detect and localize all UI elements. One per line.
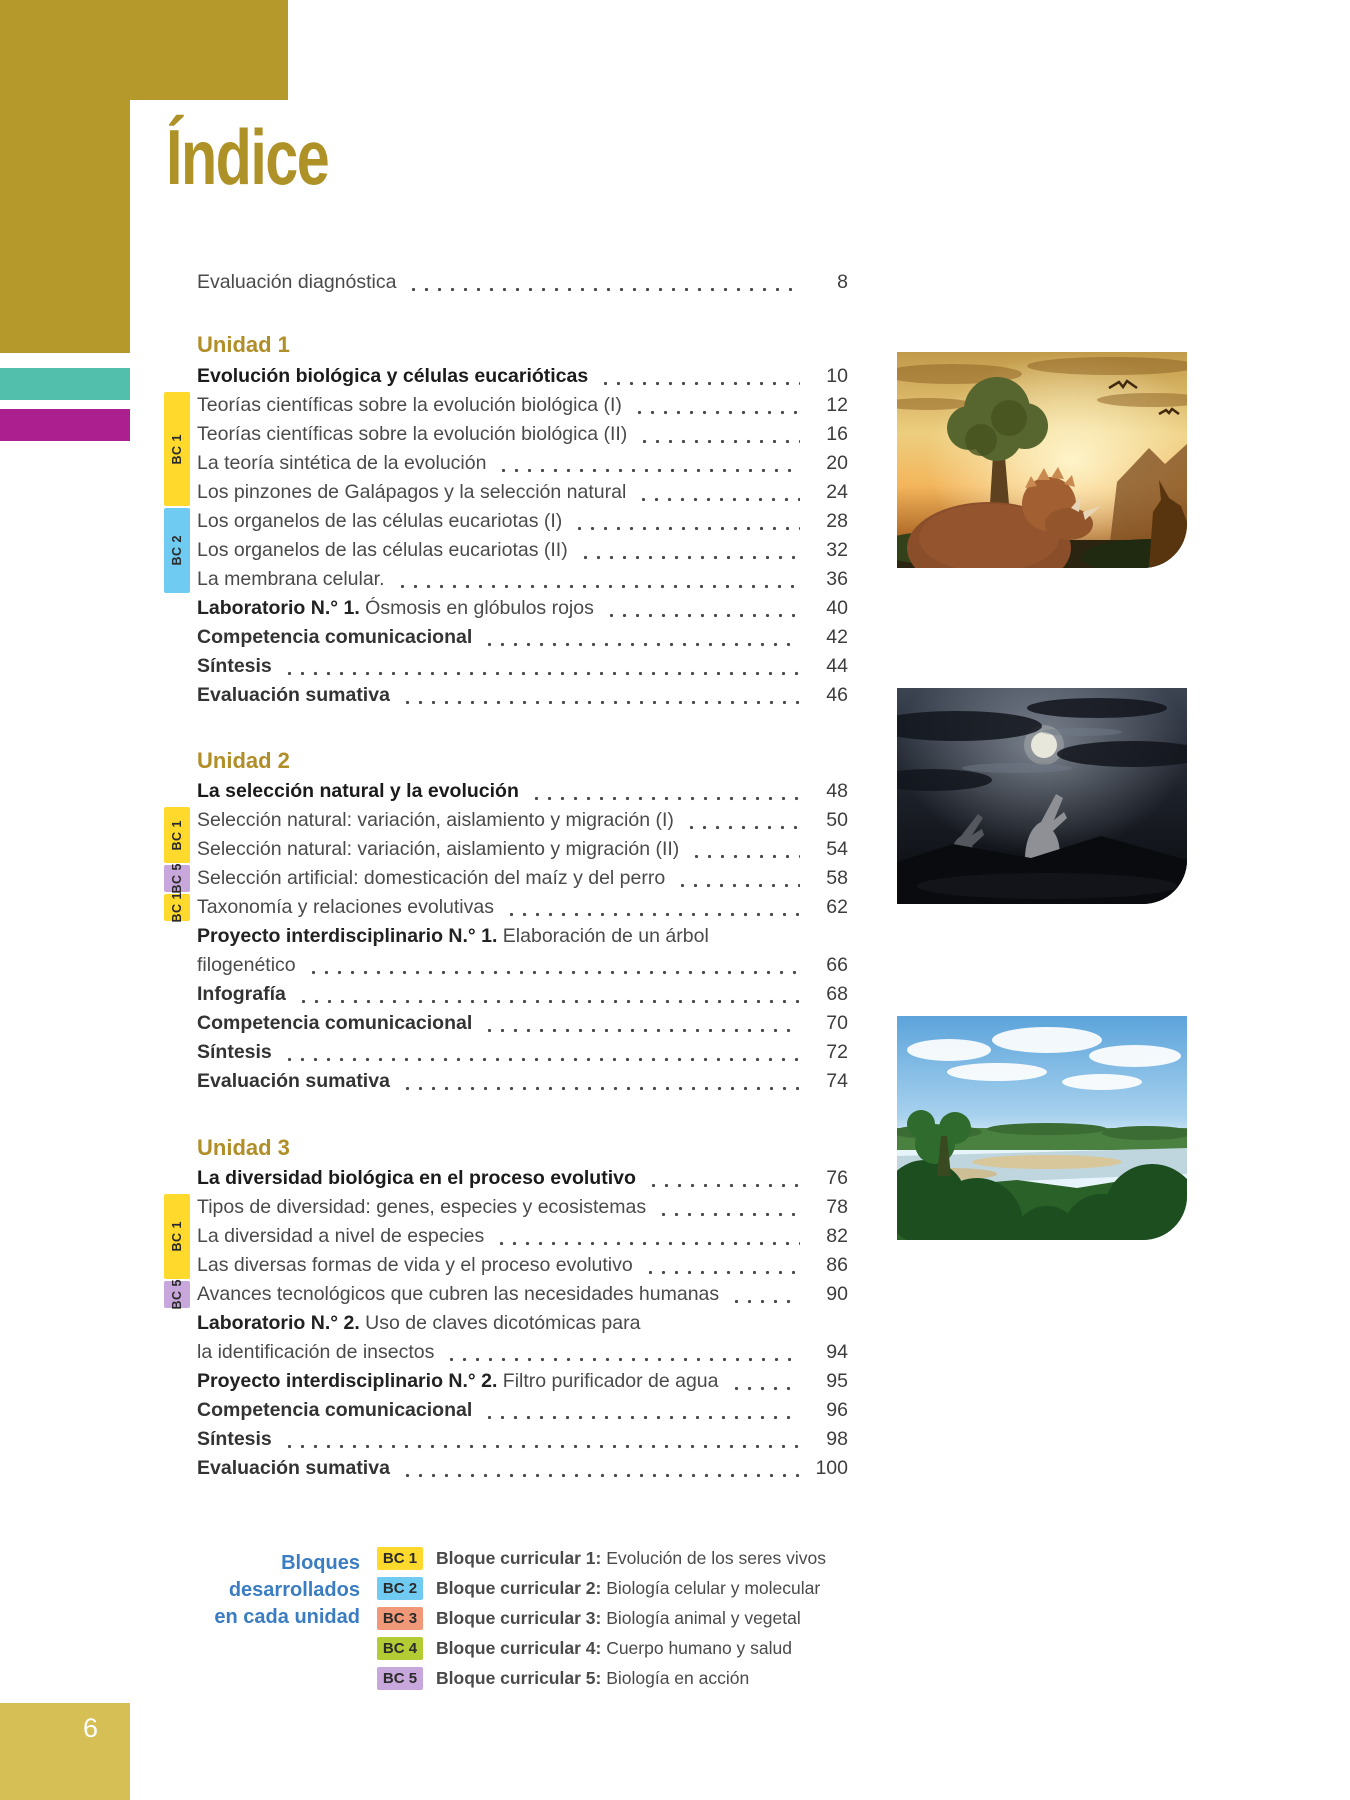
legend-caption: [185, 1550, 360, 1631]
dotted-leader: [303, 951, 800, 980]
toc-row: [197, 1367, 848, 1396]
toc-row-label: Proyecto interdisciplinario N.° 1. Elaboración de un árbol: [197, 925, 709, 947]
legend-item-bold: Bloque curricular 3:: [436, 1607, 607, 1628]
toc-row: [197, 1309, 848, 1338]
gold-side-bar: [0, 0, 130, 353]
toc-page-number: 12: [826, 394, 848, 416]
legend-caption-line1: Bloques desarrollados: [228, 1552, 360, 1601]
toc-row: [197, 362, 848, 391]
legend-item: [377, 1603, 826, 1633]
legend-item-bold: Bloque curricular 4:: [436, 1637, 607, 1658]
toc-row: [197, 951, 848, 980]
toc-row-label: Síntesis: [197, 655, 272, 677]
dotted-leader: [672, 864, 800, 893]
toc-row-label: Teorías científicas sobre la evolución biológica (I): [197, 394, 622, 416]
toc-row: [197, 806, 848, 835]
toc-page-number: 16: [826, 423, 848, 445]
toc-page-number: 44: [826, 655, 848, 677]
toc-row-label: La diversidad biológica en el proceso evolutivo: [197, 1167, 636, 1189]
toc-row-label: Síntesis: [197, 1428, 272, 1450]
toc-row: [197, 391, 848, 420]
toc-row: [197, 268, 848, 297]
legend-chip-bc2: BC 2: [377, 1577, 423, 1600]
toc-row-label: filogenético: [197, 954, 296, 976]
toc-row-label: Tipos de diversidad: genes, especies y ecosistemas: [197, 1196, 647, 1218]
toc-page-number: 66: [826, 954, 848, 976]
toc-page-number: 95: [826, 1370, 848, 1392]
legend-chip-bc5: BC 5: [377, 1667, 423, 1690]
bc-tab-label: BC 5: [170, 863, 184, 894]
dotted-leader: [569, 507, 800, 536]
legend-item: [377, 1663, 826, 1693]
toc-row: [197, 652, 848, 681]
toc-page-number: 48: [826, 780, 848, 802]
dotted-leader: [279, 1038, 800, 1067]
toc-page-number: 72: [826, 1041, 848, 1063]
diagnostic-row: [197, 268, 848, 297]
toc-page-number: 94: [826, 1341, 848, 1363]
toc-page-number: 54: [826, 838, 848, 860]
toc-row-label: La selección natural y la evolución: [197, 780, 519, 802]
bc-tab-label: BC 1: [170, 819, 184, 851]
dotted-leader: [575, 536, 800, 565]
toc-page-number: 20: [826, 452, 848, 474]
toc-row-prefix: Laboratorio N.° 1.: [197, 597, 366, 619]
bc-tab-label: BC 1: [170, 892, 184, 923]
toc-row-label: Evaluación diagnóstica: [197, 271, 397, 293]
toc-row: [197, 1338, 848, 1367]
toc-row-label: Selección natural: variación, aislamiento y migración (I): [197, 809, 674, 831]
toc-row-label: Los organelos de las células eucariotas (I): [197, 510, 563, 532]
toc-row: [197, 980, 848, 1009]
toc-row-label: Competencia comunicacional: [197, 626, 473, 648]
toc-row-label: Proyecto interdisciplinario N.° 2. Filtro purificador de agua: [197, 1370, 719, 1392]
toc-row: [197, 864, 848, 893]
toc-row-label: Evaluación sumativa: [197, 1070, 390, 1092]
toc-row: [197, 1067, 848, 1096]
toc-page-number: 82: [826, 1225, 848, 1247]
legend-items: [377, 1543, 826, 1693]
toc-row-label: Los organelos de las células eucariotas (II): [197, 539, 568, 561]
legend-item-text: Bloque curricular 3: Biología animal y vegetal: [436, 1607, 801, 1628]
dinosaur-illustration: [897, 352, 1187, 568]
toc-page-number: 62: [826, 896, 848, 918]
toc-page-number: 58: [826, 867, 848, 889]
unit-heading: Unidad 1: [197, 332, 290, 357]
toc-row-label: Teorías científicas sobre la evolución biológica (II): [197, 423, 628, 445]
bc-tab-bc5: [164, 1281, 190, 1308]
toc-row-label: Selección natural: variación, aislamiento y migración (II): [197, 838, 680, 860]
dotted-leader: [403, 268, 800, 297]
toc-row: [197, 420, 848, 449]
toc-page-number: 78: [826, 1196, 848, 1218]
legend-item-text: Bloque curricular 4: Cuerpo humano y salud: [436, 1637, 792, 1658]
legend-chip-bc1: BC 1: [377, 1547, 423, 1570]
dotted-leader: [726, 1367, 801, 1396]
dotted-leader: [493, 449, 800, 478]
dotted-leader: [681, 806, 800, 835]
toc-row-label: Selección artificial: domesticación del maíz y del perro: [197, 867, 666, 889]
toc-page-number: 46: [826, 684, 848, 706]
toc-page-number: 10: [826, 365, 848, 387]
unit-heading: Unidad 3: [197, 1135, 290, 1160]
toc-page-number: 50: [826, 809, 848, 831]
bc-tab-bc5: [164, 865, 190, 892]
dotted-leader: [643, 1164, 800, 1193]
bc-tab-label: BC 2: [170, 535, 184, 566]
toc-row: [197, 893, 848, 922]
dotted-leader: [633, 478, 800, 507]
toc-row-label: Síntesis: [197, 1041, 272, 1063]
toc-row: [197, 1425, 848, 1454]
dotted-leader: [397, 681, 800, 710]
unit-heading: Unidad 2: [197, 748, 290, 773]
toc-row-label: La membrana celular.: [197, 568, 385, 590]
dotted-leader: [634, 420, 800, 449]
dotted-leader: [526, 777, 800, 806]
toc-row: [197, 507, 848, 536]
wolves-illustration: [897, 688, 1187, 904]
toc-row: [197, 449, 848, 478]
toc-row-label: Avances tecnológicos que cubren las necesidades humanas: [197, 1283, 720, 1305]
toc-page-number: 86: [826, 1254, 848, 1276]
toc-page-number: 32: [826, 539, 848, 561]
dotted-leader: [392, 565, 800, 594]
toc-page-number: 96: [826, 1399, 848, 1421]
toc-row: [197, 594, 848, 623]
photo-dinosaur-landscape: [897, 352, 1187, 568]
toc-row-prefix: Proyecto interdisciplinario N.° 1.: [197, 925, 503, 947]
toc-row: [197, 1251, 848, 1280]
toc-row-label: Laboratorio N.° 1. Ósmosis en glóbulos rojos: [197, 597, 594, 619]
legend-item: [377, 1543, 826, 1573]
toc-row: [197, 835, 848, 864]
legend-item-bold: Bloque curricular 2:: [436, 1577, 607, 1598]
teal-accent-bar: [0, 368, 130, 400]
bc-tab-bc2: [164, 508, 190, 593]
page-number-block: [0, 1703, 130, 1800]
toc-row-label: La teoría sintética de la evolución: [197, 452, 487, 474]
toc-row-label: La diversidad a nivel de especies: [197, 1225, 485, 1247]
toc-row-label: la identificación de insectos: [197, 1341, 435, 1363]
toc-page-number: 36: [826, 568, 848, 590]
dotted-leader: [479, 623, 800, 652]
unit-2: [197, 748, 848, 1096]
dotted-leader: [491, 1222, 800, 1251]
unit-1: [197, 332, 848, 710]
toc-row-label: Evaluación sumativa: [197, 684, 390, 706]
dotted-leader: [279, 652, 800, 681]
toc-row-prefix: Laboratorio N.° 2.: [197, 1312, 366, 1334]
bc-tab-label: BC 1: [170, 433, 184, 465]
dotted-leader: [441, 1338, 800, 1367]
toc-row: [197, 565, 848, 594]
toc-row: [197, 681, 848, 710]
toc-page-number: 28: [826, 510, 848, 532]
dotted-leader: [629, 391, 800, 420]
toc-row-label: Infografía: [197, 983, 286, 1005]
dotted-leader: [595, 362, 800, 391]
dotted-leader: [501, 893, 800, 922]
toc-page-number: 42: [826, 626, 848, 648]
toc-row: [197, 1009, 848, 1038]
toc-page-number: 70: [826, 1012, 848, 1034]
toc-row: [197, 536, 848, 565]
dotted-leader: [479, 1396, 800, 1425]
toc-row-prefix: Proyecto interdisciplinario N.° 2.: [197, 1370, 503, 1392]
toc-row: [197, 1164, 848, 1193]
toc-row: [197, 1038, 848, 1067]
toc-row: [197, 478, 848, 507]
toc-row: [197, 1222, 848, 1251]
legend-chip-bc3: BC 3: [377, 1607, 423, 1630]
legend-chip-bc4: BC 4: [377, 1637, 423, 1660]
toc-row: [197, 777, 848, 806]
dotted-leader: [653, 1193, 800, 1222]
bc-tab-label: BC 5: [170, 1279, 184, 1310]
legend-item-text: Bloque curricular 2: Biología celular y molecular: [436, 1577, 821, 1598]
toc-row: [197, 623, 848, 652]
toc-row: [197, 922, 848, 951]
toc-row-label: Evaluación sumativa: [197, 1457, 390, 1479]
dotted-leader: [640, 1251, 800, 1280]
toc-row-label: Evolución biológica y células eucarióticas: [197, 365, 589, 387]
toc-row: [197, 1454, 848, 1483]
toc-page-number: 90: [826, 1283, 848, 1305]
magenta-accent-bar: [0, 409, 130, 441]
toc-page-number: 68: [826, 983, 848, 1005]
toc-page-number: 98: [826, 1428, 848, 1450]
legend-item-bold: Bloque curricular 1:: [436, 1547, 607, 1568]
toc-page-number: 76: [826, 1167, 848, 1189]
toc-page-number: 100: [815, 1457, 848, 1479]
legend-caption-line2: en cada unidad: [214, 1606, 360, 1628]
toc-row: [197, 1396, 848, 1425]
toc-row: [197, 1193, 848, 1222]
page-number: 6: [82, 1713, 98, 1743]
toc-page-number: 40: [826, 597, 848, 619]
toc-row: [197, 1280, 848, 1309]
toc-page-number: 24: [826, 481, 848, 503]
toc-row-label: Taxonomía y relaciones evolutivas: [197, 896, 494, 918]
photo-rainforest-river: [897, 1016, 1187, 1240]
dotted-leader: [686, 835, 800, 864]
dotted-leader: [293, 980, 800, 1009]
toc-row-label: Laboratorio N.° 2. Uso de claves dicotómicas para: [197, 1312, 641, 1334]
bc-tab-label: BC 1: [170, 1221, 184, 1252]
toc-row-label: Los pinzones de Galápagos y la selección natural: [197, 481, 627, 503]
bc-tab-bc1: [164, 1194, 190, 1279]
toc-row-label: Competencia comunicacional: [197, 1399, 473, 1421]
toc-row-label: Las diversas formas de vida y el proceso evolutivo: [197, 1254, 633, 1276]
bc-tab-bc1: [164, 894, 190, 921]
dotted-leader: [397, 1454, 800, 1483]
dotted-leader: [726, 1280, 800, 1309]
photo-wolves-howling: [897, 688, 1187, 904]
toc-row-label: Competencia comunicacional: [197, 1012, 473, 1034]
dotted-leader: [479, 1009, 800, 1038]
dotted-leader: [397, 1067, 800, 1096]
dotted-leader: [279, 1425, 800, 1454]
page-title: Índice: [166, 113, 329, 201]
toc-page-number: 8: [837, 271, 848, 293]
bc-tab-bc1: [164, 392, 190, 506]
legend-item-bold: Bloque curricular 5:: [436, 1667, 607, 1688]
legend-item: [377, 1633, 826, 1663]
bc-tab-bc1: [164, 807, 190, 863]
toc-page-number: 74: [826, 1070, 848, 1092]
legend-item-text: Bloque curricular 1: Evolución de los seres vivos: [436, 1547, 827, 1568]
unit-3: [197, 1135, 848, 1483]
legend-item-text: Bloque curricular 5: Biología en acción: [436, 1667, 750, 1688]
legend-item: [377, 1573, 826, 1603]
rainforest-illustration: [897, 1016, 1187, 1240]
dotted-leader: [601, 594, 800, 623]
